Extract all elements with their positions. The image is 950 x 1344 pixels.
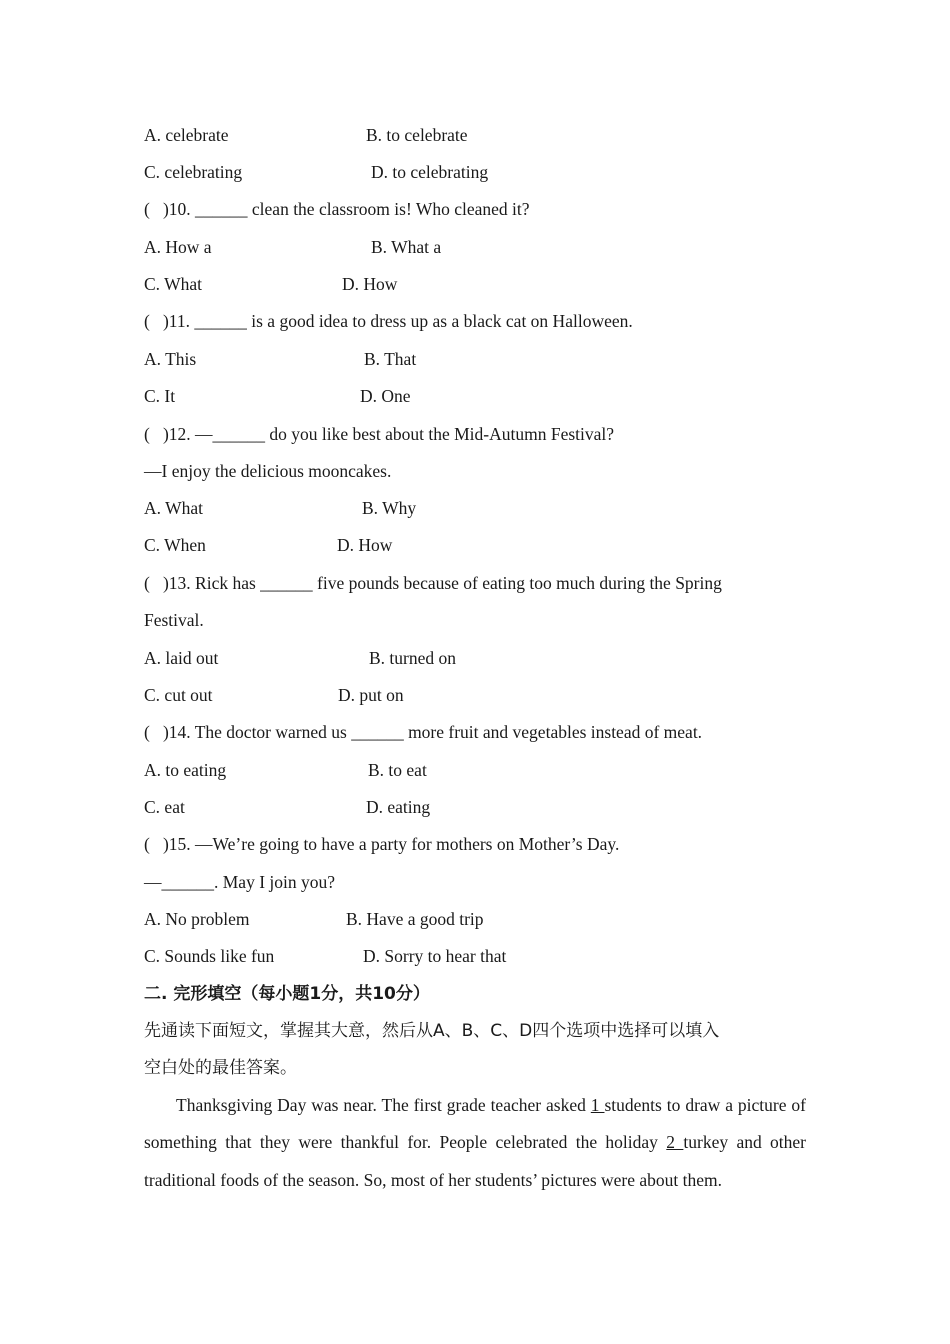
q14-stem: ( )14. The doctor warned us ______ more fruit and vegetables instead of meat. (144, 722, 703, 742)
q9-option-b: B. to celebrate (366, 125, 468, 145)
q13-option-d: D. put on (338, 685, 404, 705)
q15-option-a: A. No problem (144, 909, 250, 929)
cloze-passage (144, 1087, 806, 1199)
q12-option-d: D. How (337, 535, 393, 555)
q15-option-d: D. Sorry to hear that (363, 946, 507, 966)
blank-1: 1 (590, 1095, 605, 1115)
q12-reply: —I enjoy the delicious mooncakes. (144, 461, 392, 481)
q14-option-d: D. eating (366, 797, 431, 817)
q10-option-c: C. What (144, 274, 203, 294)
q12-option-b: B. Why (362, 498, 417, 518)
q11-option-d: D. One (360, 386, 411, 406)
q15-stem: ( )15. —We’re going to have a party for mothers on Mother’s Day. (144, 834, 620, 854)
q12-option-c: C. When (144, 535, 206, 555)
blank-2: 2 (666, 1132, 684, 1153)
q11-option-b: B. That (364, 349, 417, 369)
q10-option-a: A. How a (144, 237, 212, 257)
q9-option-c: C. celebrating (144, 162, 243, 182)
q9-option-a: A. celebrate (144, 125, 229, 145)
section-instruction-line2: 空白处的最佳答案。 (144, 1058, 297, 1078)
q12-option-a: A. What (144, 498, 203, 518)
q14-option-b: B. to eat (368, 760, 427, 780)
passage-text-1: Thanksgiving Day was near. The first grade teacher asked (176, 1095, 591, 1115)
q13-stem-line1: ( )13. Rick has ______ five pounds because of eating too much during the Spring (144, 573, 722, 593)
q10-option-b: B. What a (371, 237, 442, 257)
passage-text-3: turkey and other traditional foods of the season. So, most of her students’ pictures were about them. (144, 1132, 807, 1190)
q14-option-a: A. to eating (144, 760, 227, 780)
q13-stem-line2: Festival. (144, 610, 204, 630)
q14-option-c: C. eat (144, 797, 185, 817)
q9-option-d: D. to celebrating (371, 162, 489, 182)
q11-option-a: A. This (144, 349, 197, 369)
passage-text-2: students to draw a picture of something that they were thankful for. People celebrated the holiday (144, 1095, 807, 1153)
q11-option-c: C. It (144, 386, 176, 406)
q13-option-a: A. laid out (144, 648, 219, 668)
q10-option-d: D. How (342, 274, 398, 294)
q15-option-b: B. Have a good trip (346, 909, 484, 929)
section-instruction-line1: 先通读下面短文，掌握其大意，然后从A、B、C、D四个选项中选择可以填入 (144, 1021, 720, 1041)
q15-option-c: C. Sounds like fun (144, 946, 275, 966)
q15-reply: —______. May I join you? (144, 872, 336, 892)
q13-option-b: B. turned on (369, 648, 457, 668)
q13-option-c: C. cut out (144, 685, 213, 705)
q12-stem: ( )12. —______ do you like best about the Mid-Autumn Festival? (144, 424, 615, 444)
q10-stem: ( )10. ______ clean the classroom is! Who cleaned it? (144, 199, 530, 219)
q11-stem: ( )11. ______ is a good idea to dress up as a black cat on Halloween. (144, 311, 633, 331)
section-heading: 二. 完形填空（每小题1分，共10分） (144, 984, 430, 1004)
